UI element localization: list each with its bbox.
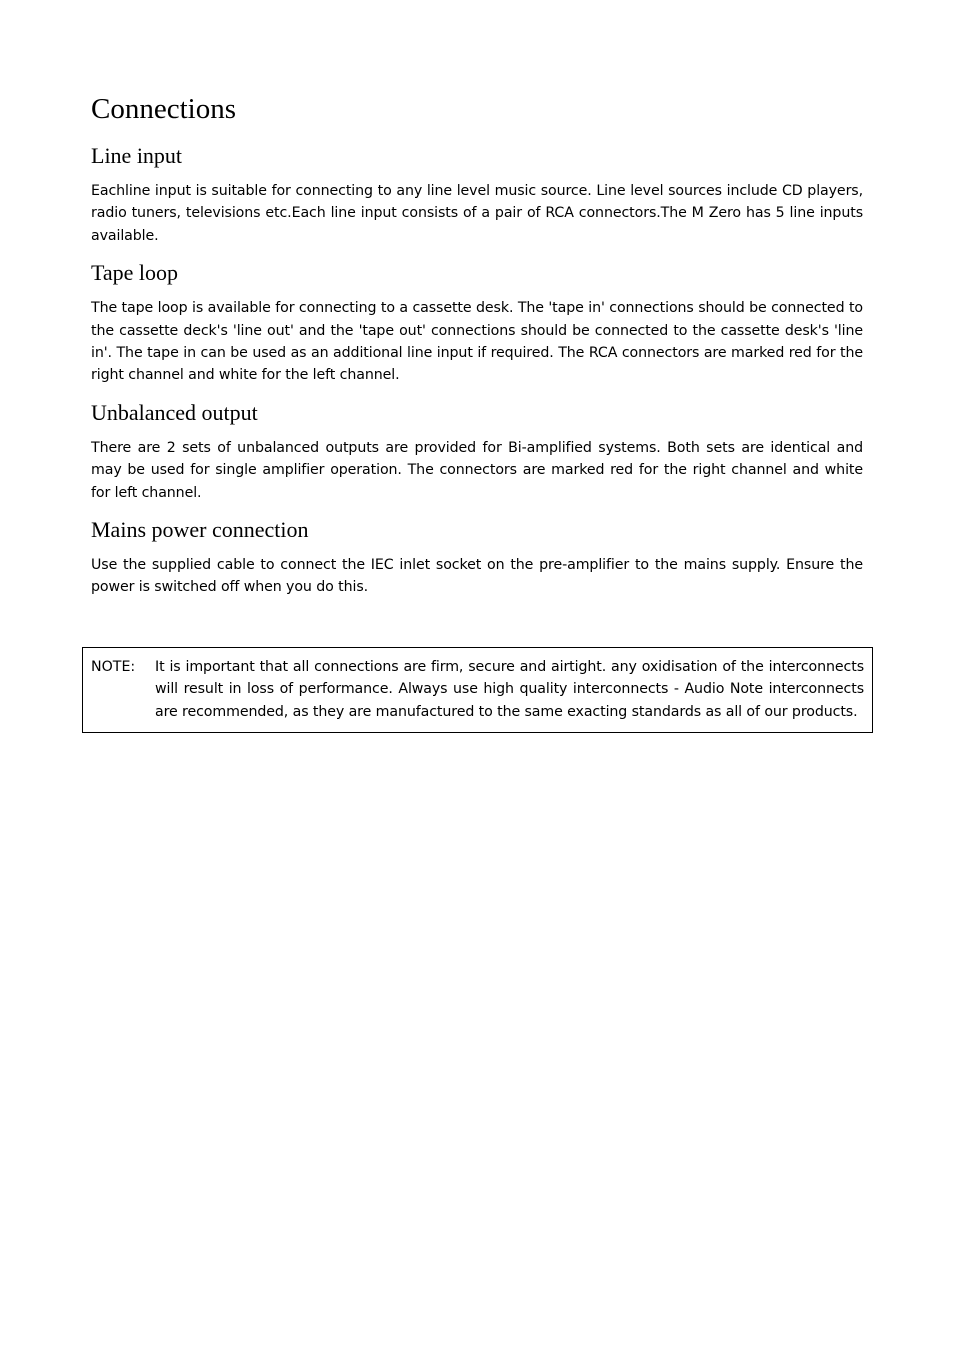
section-text-unbalanced-output: There are 2 sets of unbalanced outputs are provided for Bi-amplified systems. Both sets are identical and may be used for single amplifier operation. The connectors are marked red for the right channel and white for left channel. <box>91 439 863 501</box>
section-text-line-input: Eachline input is suitable for connecting to any line level music source. Line level sources include CD players, radio tuners, televisions etc.Each line input consists of a pair of RCA connectors.The M Zero has 5 line inputs available. <box>91 183 863 244</box>
section-line-input <box>91 142 863 247</box>
section-heading-line-input: Line input <box>91 143 183 168</box>
page-title: Connections <box>91 93 236 125</box>
note-text: It is important that all connections are firm, secure and airtight. any oxidisation of the interconnects will result in loss of performance. Always use high quality interconnects - Audio Note interconnects are recommended, as they are manufactured to the same exacting standards as all of our products. <box>155 659 864 720</box>
document-page <box>91 90 863 611</box>
section-heading-mains-power: Mains power connection <box>91 517 309 543</box>
section-mains-power <box>91 516 863 599</box>
section-tape-loop <box>91 259 863 387</box>
section-heading-tape-loop: Tape loop <box>91 260 179 286</box>
note-box <box>82 647 873 733</box>
section-unbalanced-output <box>91 399 863 504</box>
section-text-mains-power: Use the supplied cable to connect the IEC inlet socket on the pre-amplifier to the mains supply. Ensure the power is switched off when you do this. <box>91 557 863 596</box>
section-text-tape-loop: The tape loop is available for connecting to a cassette desk. The 'tape in' connections should be connected to the cassette deck's 'line out' and the 'tape out' connections should be connected to the cassette desk's 'line in'. The tape in can be used as an additional line input if required. The RCA connectors are marked red for the right channel and white for the left channel. <box>91 300 863 384</box>
note-label: NOTE: <box>91 659 136 675</box>
section-heading-unbalanced-output: Unbalanced output <box>91 399 258 425</box>
